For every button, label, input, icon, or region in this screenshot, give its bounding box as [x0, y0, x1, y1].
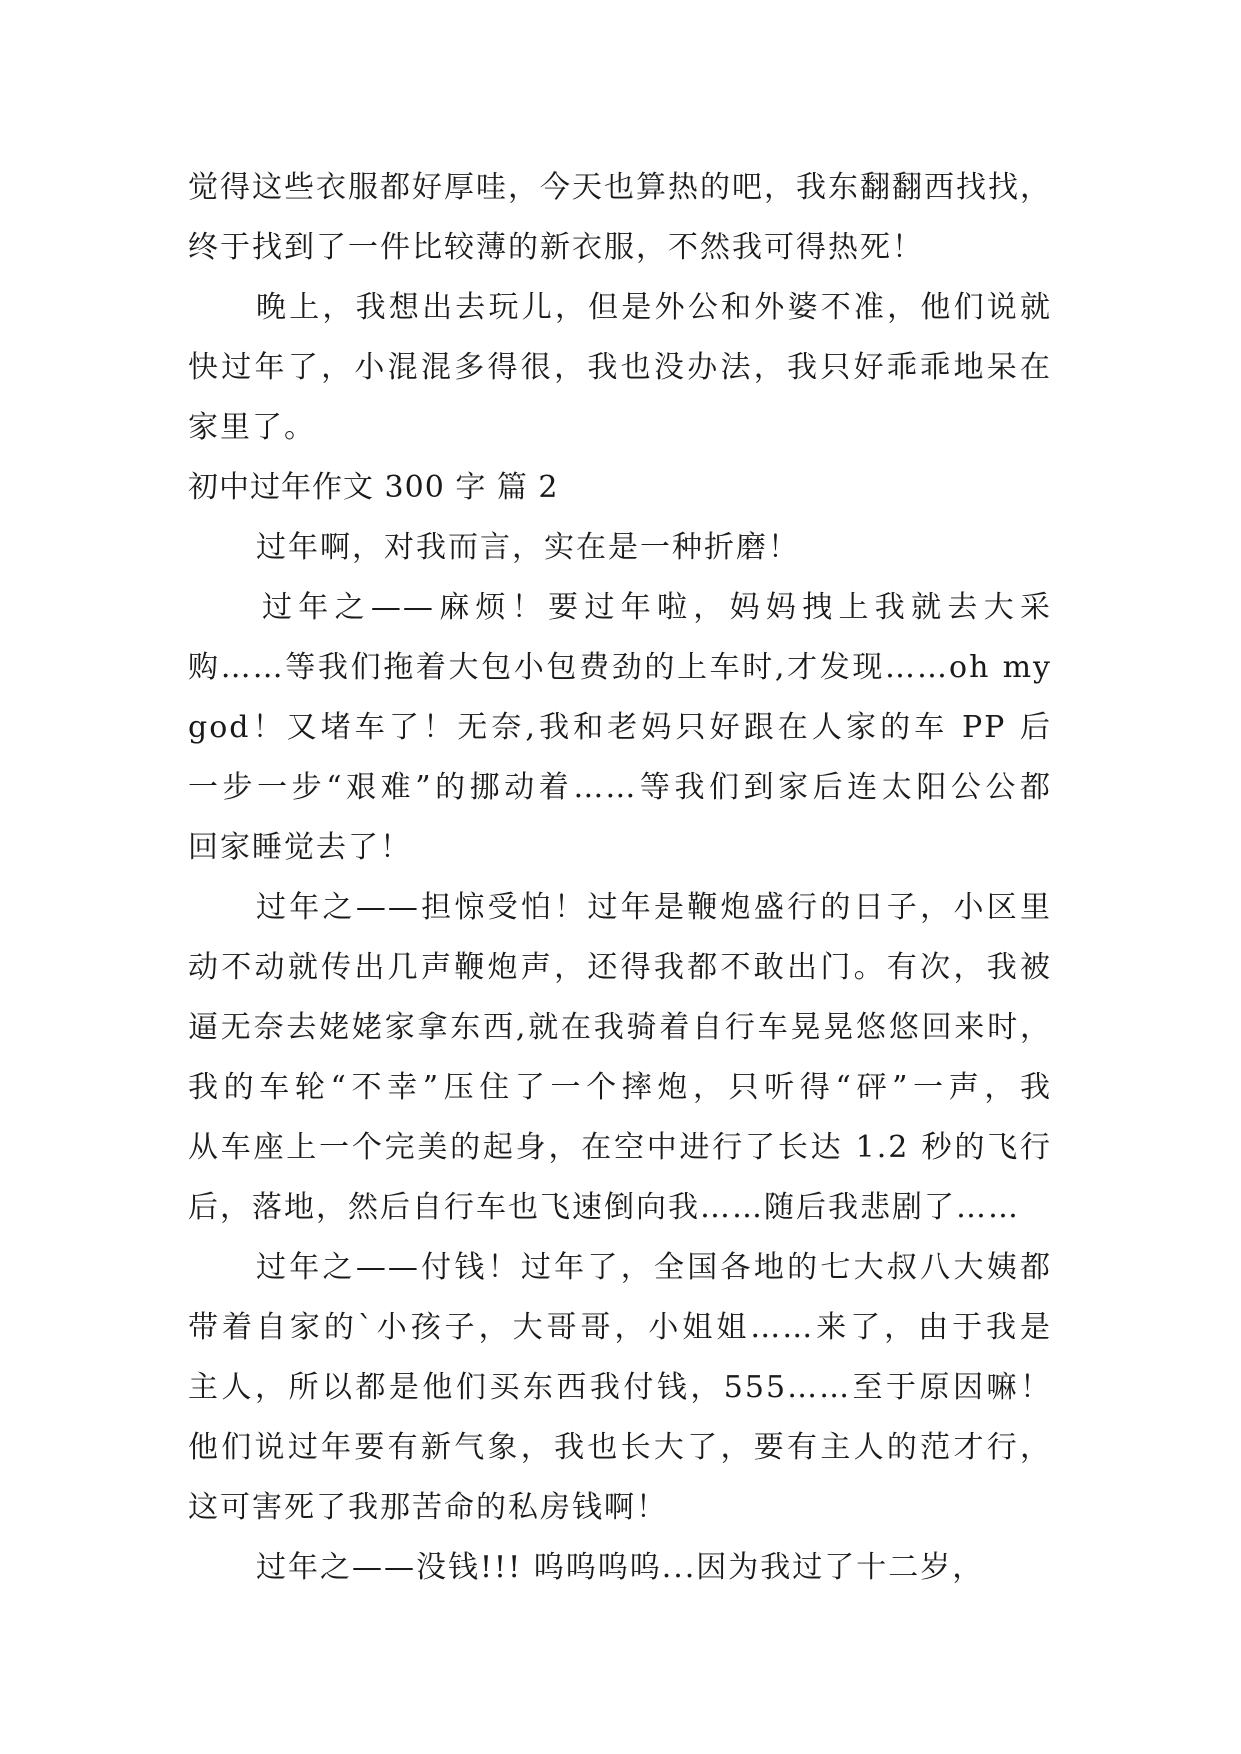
- paragraph-start-line: 过年之——担惊受怕！过年是鞭炮盛行的日子，小区里: [256, 890, 1052, 925]
- text-line: 他们说过年要有新气象，我也长大了，要有主人的范才行，: [188, 1430, 1052, 1465]
- text-line: 回家睡觉去了！: [188, 830, 412, 865]
- paragraph-start-line: 过年啊，对我而言，实在是一种折磨！: [256, 530, 800, 565]
- text-line: 一步一步“艰难”的挪动着……等我们到家后连太阳公公都: [188, 770, 1052, 805]
- text-line: 后，落地，然后自行车也飞速倒向我……随后我悲剧了……: [188, 1190, 1020, 1225]
- document-body: [188, 158, 1052, 1598]
- text-line: 终于找到了一件比较薄的新衣服，不然我可得热死！: [188, 230, 924, 265]
- paragraph-start-line: 过年之——付钱！过年了，全国各地的七大叔八大姨都: [256, 1250, 1052, 1285]
- paragraph-start-line: 过年之——麻烦！要过年啦，妈妈拽上我就去大采: [262, 590, 1052, 625]
- text-line: 家里了。: [188, 410, 316, 445]
- text-line: 快过年了，小混混多得很，我也没办法，我只好乖乖地呆在: [188, 350, 1052, 385]
- text-line: 从车座上一个完美的起身，在空中进行了长达 1.2 秒的飞行: [188, 1130, 1052, 1165]
- text-line: 购……等我们拖着大包小包费劲的上车时,才发现……oh my: [188, 650, 1052, 685]
- text-line: god！又堵车了！无奈,我和老妈只好跟在人家的车 PP 后: [188, 710, 1052, 745]
- paragraph-start-line: 晚上，我想出去玩儿，但是外公和外婆不准，他们说就: [256, 290, 1052, 325]
- text-line: 这可害死了我那苦命的私房钱啊！: [188, 1490, 668, 1525]
- text-line: 带着自家的`小孩子，大哥哥，小姐姐……来了，由于我是: [188, 1310, 1052, 1345]
- text-line: 我的车轮“不幸”压住了一个摔炮，只听得“砰”一声，我: [188, 1070, 1052, 1105]
- text-line: 主人，所以都是他们买东西我付钱，555……至于原因嘛！: [188, 1370, 1052, 1405]
- text-line: 动不动就传出几声鞭炮声，还得我都不敢出门。有次，我被: [188, 950, 1052, 985]
- text-line: 逼无奈去姥姥家拿东西,就在我骑着自行车晃晃悠悠回来时，: [188, 1010, 1052, 1045]
- paragraph-start-line: 过年之——没钱!!! 呜呜呜呜...因为我过了十二岁，: [256, 1550, 985, 1585]
- section-heading: 初中过年作文 300 字 篇 2: [188, 470, 559, 505]
- text-line: 觉得这些衣服都好厚哇，今天也算热的吧，我东翻翻西找找，: [188, 170, 1052, 205]
